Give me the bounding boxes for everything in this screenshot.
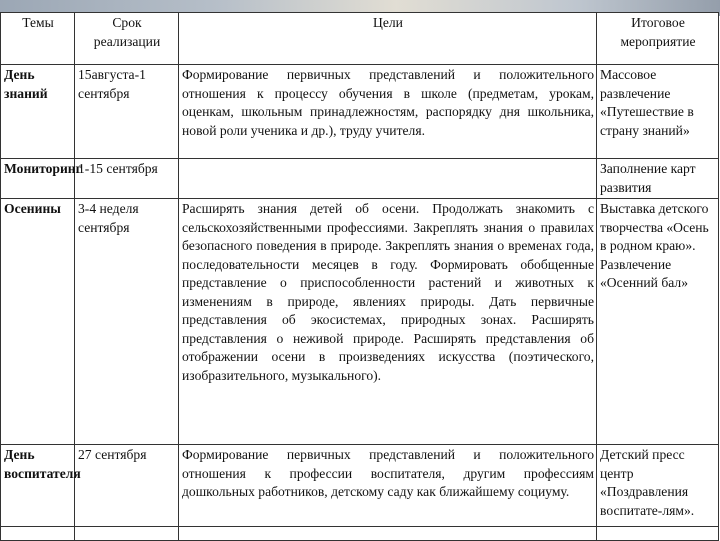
event-cell (597, 527, 719, 541)
table-row (1, 445, 719, 527)
goals-cell: Расширять знания детей об осени. Продолжать знакомить с сельскохозяйственными профессиями. Закреплять знания о правилах безопасного поведения в природе. Закреплять знания о временах года, последовательности месяцев в году. Формировать обобщенные представление о приспособленности растений и животных к изменениям в природе, явлениях природы. Дать первичные представления об экосистемах, природных зонах. Расширять представления о неживой природе. Расширять представления об отображении осени в произведениях искусства (поэтического, изобразительного, музыкального). (179, 199, 597, 445)
table-row (1, 199, 719, 445)
table-header-row (1, 13, 719, 65)
period-cell: 15августа-1 сентября (75, 65, 179, 159)
theme-cell: Мониторинг (1, 159, 75, 199)
theme-cell: Осенины (1, 199, 75, 445)
period-cell: 1-15 сентября (75, 159, 179, 199)
table-row (1, 65, 719, 159)
period-cell (75, 527, 179, 541)
goals-cell (179, 527, 597, 541)
event-cell: Выставка детского творчества «Осень в родном краю». Развлечение «Осенний бал» (597, 199, 719, 445)
event-cell: Массовое развлечение «Путешествие в страну знаний» (597, 65, 719, 159)
goals-cell: Формирование первичных представлений и положительного отношения к процессу обучения в школе (предметам, урокам, оценкам, школьным принадлежностям, распорядку дня школьника, новой роли ученика и др.), труду учителя. (179, 65, 597, 159)
period-cell: 3-4 неделя сентября (75, 199, 179, 445)
header-goals: Цели (179, 13, 597, 65)
plan-table (0, 12, 719, 541)
event-cell: Детский пресс центр «Поздравления воспитате-лям». (597, 445, 719, 527)
table-row (1, 527, 719, 541)
goals-cell: Формирование первичных представлений и положительного отношения к профессии воспитателя, другим профессиям дошкольных работников, детскому саду как ближайшему социуму. (179, 445, 597, 527)
theme-cell: День воспитателя (1, 445, 75, 527)
theme-cell (1, 527, 75, 541)
table-row (1, 159, 719, 199)
theme-cell: День знаний (1, 65, 75, 159)
period-cell: 27 сентября (75, 445, 179, 527)
header-period: Срок реализации (75, 13, 179, 65)
goals-cell (179, 159, 597, 199)
header-event: Итоговое мероприятие (597, 13, 719, 65)
event-cell: Заполнение карт развития (597, 159, 719, 199)
header-themes: Темы (1, 13, 75, 65)
